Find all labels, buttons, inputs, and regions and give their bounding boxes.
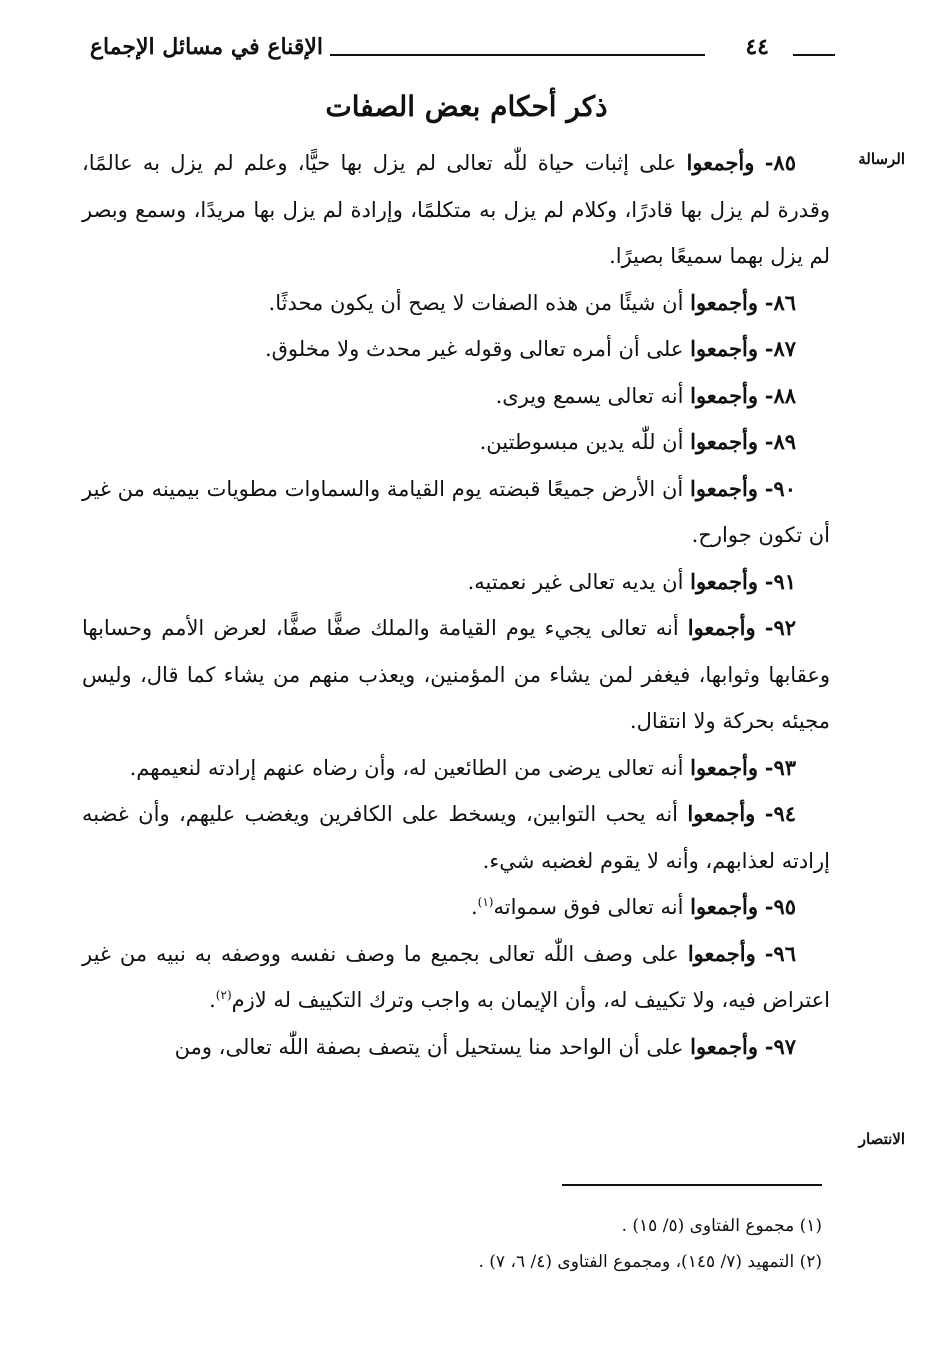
header-rule — [330, 54, 705, 56]
footnotes — [300, 1208, 822, 1280]
footnote-1: (١) مجموع الفتاوى (٥/ ١٥) . — [621, 1216, 822, 1236]
paragraph-91: ٩١- وأجمعوا أن يديه تعالى غير نعمتيه. — [467, 568, 796, 594]
margin-note-intisar: الانتصار — [858, 1130, 905, 1148]
page-number: ٤٤ — [745, 34, 769, 60]
paragraph-85: ٨٥- وأجمعوا على إثبات حياة للّٰه تعالى لم يزل بها حيًّا، وعلم لم يزل به عالمًا، وقدرة لم يزل بها قادرًا، وكلام لم يزل به متكلمًا، وإرادة لم يزل بها مريدًا، وسمع وبصر لم يزل بهما سميعًا بصيرًا. — [82, 150, 830, 268]
paragraph-97: ٩٧- وأجمعوا على أن الواحد منا يستحيل أن يتصف بصفة اللّٰه تعالى، ومن — [174, 1033, 796, 1059]
section-title: ذكر أحكام بعض الصفات — [325, 90, 608, 123]
paragraph-90: ٩٠- وأجمعوا أن الأرض جميعًا قبضته يوم القيامة والسماوات مطويات بيمينه من غير أن تكون جوارح. — [82, 475, 830, 547]
margin-note-risala: الرسالة — [858, 150, 905, 168]
running-header — [80, 30, 835, 70]
paragraph-87: ٨٧- وأجمعوا على أن أمره تعالى وقوله غير محدث ولا مخلوق. — [264, 336, 796, 361]
header-dash — [793, 54, 835, 56]
paragraph-89: ٨٩- وأجمعوا أن للّٰه يدين مبسوطتين. — [479, 429, 796, 454]
paragraph-95: ٩٥- وأجمعوا أنه تعالى فوق سمواته$^{(١)}$. — [470, 894, 796, 919]
paragraph-88: ٨٨- وأجمعوا أنه تعالى يسمع ويرى. — [495, 382, 796, 408]
book-title: الإقناع في مسائل الإجماع — [89, 34, 323, 60]
paragraph-94: ٩٤- وأجمعوا أنه يحب التوابين، ويسخط على الكافرين ويغضب عليهم، وأن غضبه إرادته لعذابهم، وأنه لا يقوم لغضبه شيء. — [82, 801, 830, 873]
main-text — [82, 140, 830, 1070]
footnote-2: (٢) التمهيد (٧/ ١٤٥)، ومجموع الفتاوى (٤/ ٦، ٧) . — [478, 1252, 822, 1272]
footnote-ref-2: (٢) — [215, 988, 232, 1002]
paragraph-93: ٩٣- وأجمعوا أنه تعالى يرضى من الطائعين له، وأن رضاه عنهم إرادته لنعيمهم. — [129, 754, 796, 780]
paragraph-86: ٨٦- وأجمعوا أن شيئًا من هذه الصفات لا يصح أن يكون محدثًا. — [268, 289, 796, 315]
footnote-rule — [562, 1184, 822, 1186]
paragraph-92: ٩٢- وأجمعوا أنه تعالى يجيء يوم القيامة والملك صفًّا صفًّا، لعرض الأمم وحسابها وعقابها وثوابها، فيغفر لمن يشاء من المؤمنين، ويعذب منهم من يشاء كما قال، وليس مجيئه بحركة ولا انتقال. — [82, 615, 830, 733]
footnote-ref-1: (١) — [477, 895, 494, 909]
paragraph-96: ٩٦- وأجمعوا على وصف اللّٰه تعالى بجميع ما وصف نفسه ووصفه به نبيه من غير اعتراض فيه، ولا تكييف له، وأن الإيمان به واجب وترك التكييف له لازم$^{(٢)}$. — [82, 940, 830, 1012]
